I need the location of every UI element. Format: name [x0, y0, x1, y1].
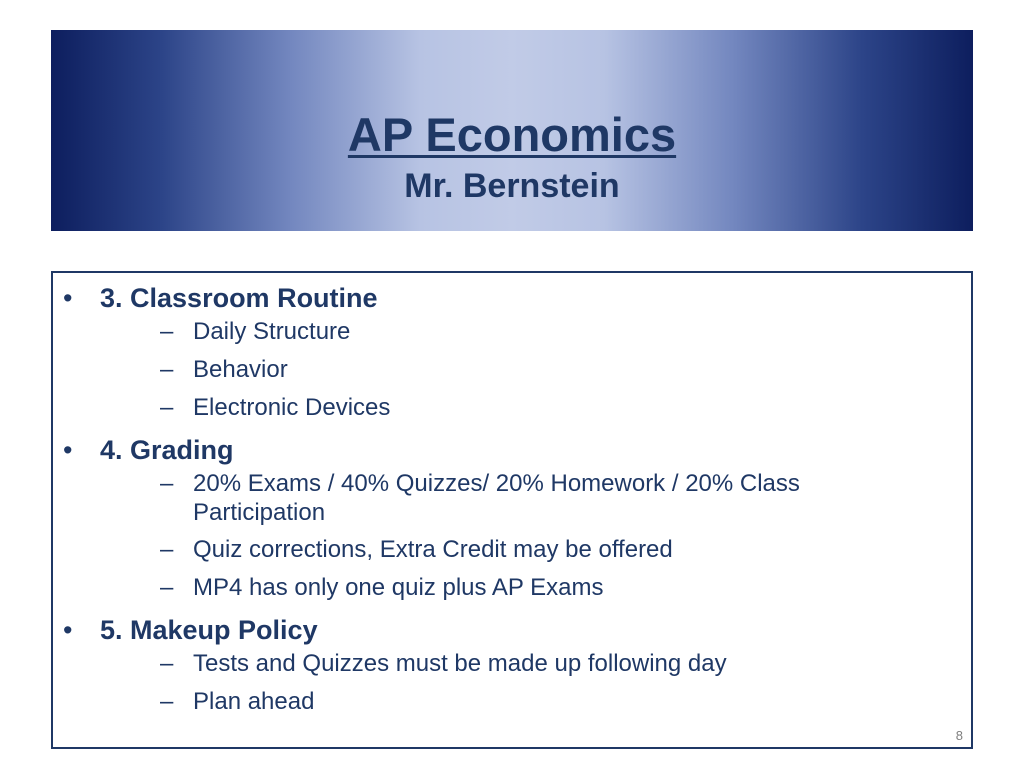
slide-title: AP Economics	[347, 108, 677, 161]
list-item	[100, 355, 971, 385]
slide-subtitle: Mr. Bernstein	[404, 167, 620, 205]
sub-list	[100, 317, 971, 423]
section-heading: 3. Classroom Routine	[100, 283, 378, 313]
bullet-marker: •	[63, 283, 73, 313]
list-item	[100, 649, 971, 679]
bullet-list	[53, 277, 971, 725]
list-item	[100, 469, 971, 527]
section-grading	[53, 431, 971, 603]
sub-list	[100, 469, 971, 603]
section-makeup-policy	[53, 611, 971, 717]
sub-bullet-marker: –	[160, 536, 174, 563]
sub-bullet-marker: –	[160, 394, 174, 421]
list-item-text: Plan ahead	[193, 688, 315, 715]
list-item-text: Quiz corrections, Extra Credit may be offered	[193, 536, 673, 563]
section-heading: 5. Makeup Policy	[100, 615, 318, 645]
list-item	[100, 535, 971, 565]
sub-list	[100, 649, 971, 717]
title-banner	[51, 30, 973, 231]
list-item	[100, 573, 971, 603]
content-box	[51, 271, 973, 749]
sub-bullet-marker: –	[160, 688, 174, 715]
bullet-marker: •	[63, 615, 73, 645]
sub-bullet-marker: –	[160, 470, 174, 497]
section-classroom-routine	[53, 279, 971, 423]
sub-bullet-marker: –	[160, 318, 174, 345]
bullet-marker: •	[63, 435, 73, 465]
list-item	[100, 687, 971, 717]
page-number: 8	[955, 728, 963, 743]
list-item	[100, 393, 971, 423]
sub-bullet-marker: –	[160, 574, 174, 601]
list-item-text: MP4 has only one quiz plus AP Exams	[193, 574, 604, 601]
list-item	[100, 317, 971, 347]
list-item-text: 20% Exams / 40% Quizzes/ 20% Homework / 20% Class Participation	[193, 470, 800, 526]
list-item-text: Electronic Devices	[193, 394, 391, 421]
sub-bullet-marker: –	[160, 356, 174, 383]
sub-bullet-marker: –	[160, 650, 174, 677]
list-item-text: Behavior	[193, 356, 288, 383]
section-heading: 4. Grading	[100, 435, 234, 465]
list-item-text: Tests and Quizzes must be made up following day	[193, 650, 727, 677]
list-item-text: Daily Structure	[193, 318, 351, 345]
